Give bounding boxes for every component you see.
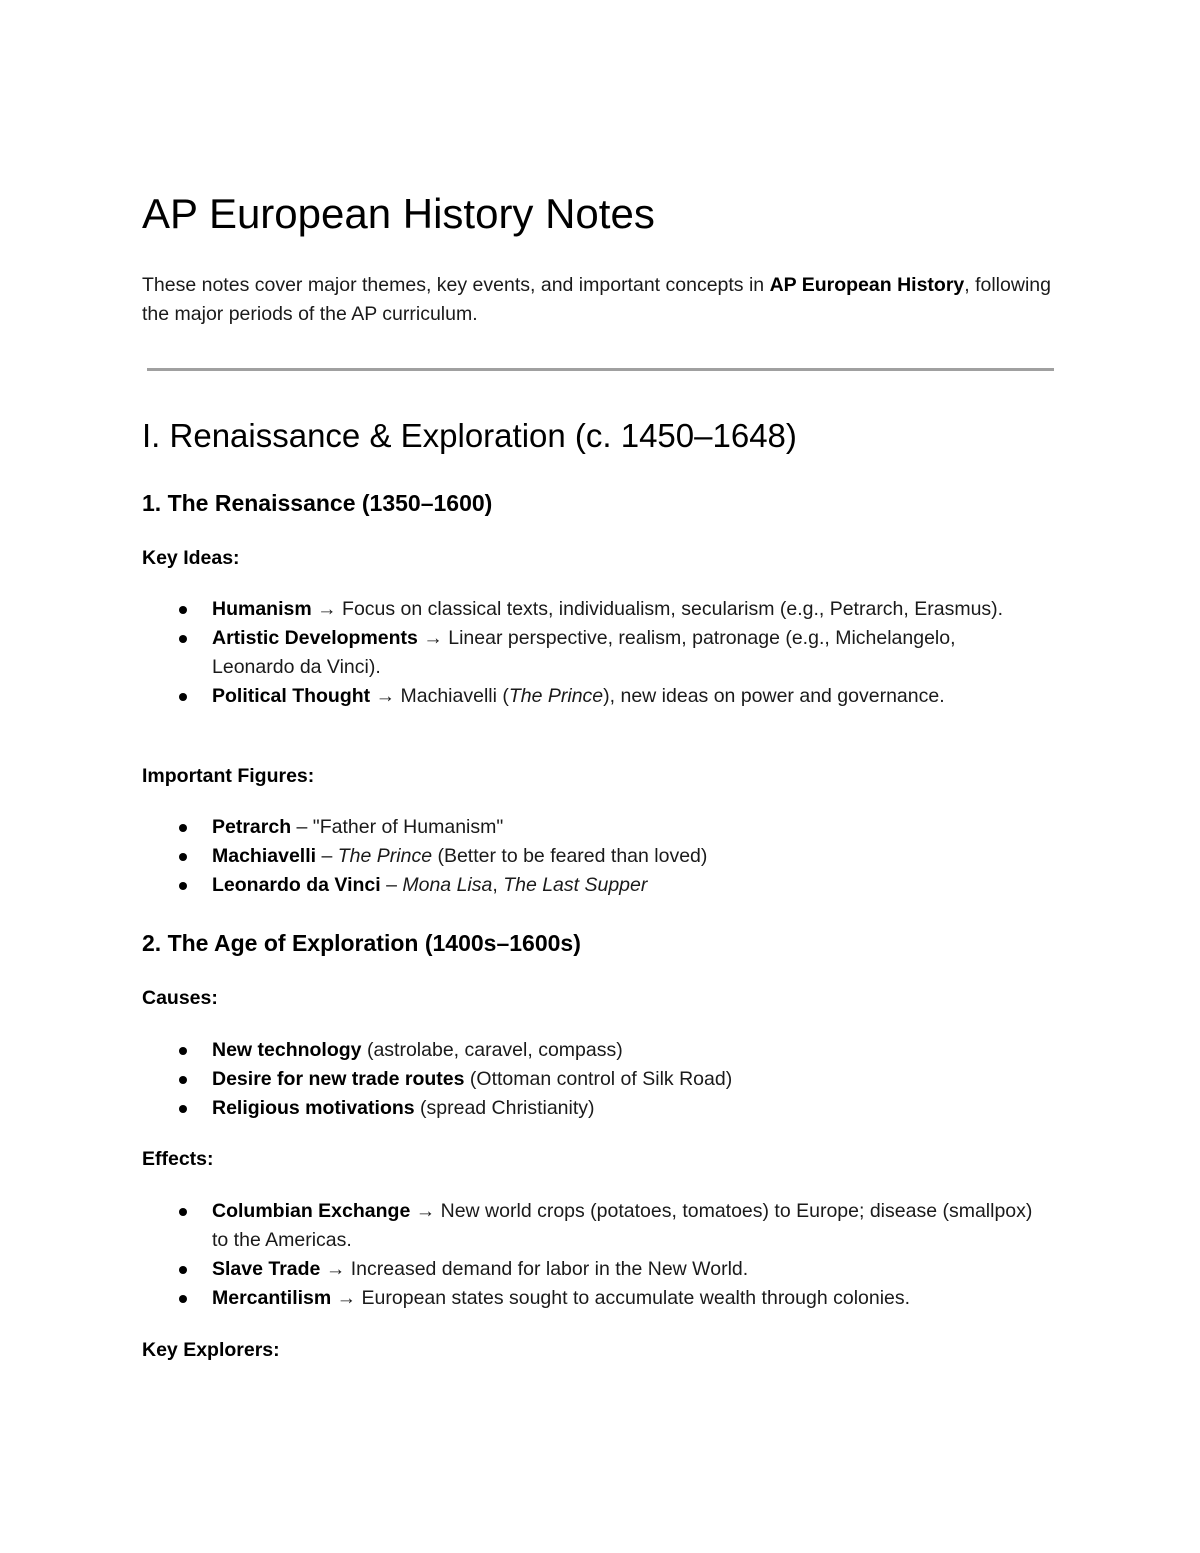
list-item-text: → Linear perspective, realism, patronage (e.g., Michelangelo, Leonardo da Vinci). (212, 627, 956, 678)
important-figures-list (142, 813, 1042, 900)
list-item (142, 1284, 1042, 1313)
list-item-text: → Focus on classical texts, individualism, secularism (e.g., Petrarch, Erasmus). (311, 598, 1004, 620)
effects-label: Effects: (142, 1148, 214, 1170)
list-item-dash: – (380, 874, 403, 896)
intro-text-before: These notes cover major themes, key events, and important concepts in (142, 274, 770, 296)
list-item-text: → New world crops (potatoes, tomatoes) to Europe; disease (smallpox) to the Americas. (212, 1200, 1033, 1251)
list-item (142, 813, 1042, 842)
list-item-dash: – (316, 845, 338, 867)
list-item (142, 624, 1042, 682)
list-item-term: New technology (212, 1039, 362, 1061)
intro-text-bold: AP European History (769, 274, 965, 296)
key-ideas-list (142, 595, 1042, 711)
list-item-text: → Increased demand for labor in the New World. (320, 1258, 749, 1280)
bullet-icon (179, 1266, 187, 1274)
list-item (142, 682, 1042, 711)
list-item-italic: The Prince (508, 685, 604, 707)
bullet-icon (179, 1208, 187, 1216)
intro-paragraph (142, 271, 1062, 329)
effects-list (142, 1197, 1042, 1313)
horizontal-divider (147, 368, 1054, 371)
list-item-text: ), new ideas on power and governance. (603, 685, 945, 707)
subsection-title-exploration: 2. The Age of Exploration (1400s–1600s) (142, 930, 581, 956)
list-item-separator: , (492, 874, 504, 896)
important-figures-label: Important Figures: (142, 765, 315, 787)
list-item-term: Artistic Developments (212, 627, 418, 649)
list-item-text: → European states sought to accumulate wealth through colonies. (331, 1287, 911, 1309)
list-item-term: Machiavelli (212, 845, 317, 867)
list-item (142, 1036, 1042, 1065)
key-ideas-label: Key Ideas: (142, 547, 240, 569)
list-item-term: Humanism (212, 598, 312, 620)
bullet-icon (179, 693, 187, 701)
list-item-text: (astrolabe, caravel, compass) (361, 1039, 623, 1061)
list-item-term: Desire for new trade routes (212, 1068, 465, 1090)
list-item-text: – "Father of Humanism" (291, 816, 504, 838)
list-item-term: Slave Trade (212, 1258, 321, 1280)
list-item (142, 1255, 1042, 1284)
list-item-term: Mercantilism (212, 1287, 332, 1309)
list-item-text: (Ottoman control of Silk Road) (464, 1068, 733, 1090)
list-item-text: (spread Christianity) (414, 1097, 595, 1119)
list-item (142, 842, 1042, 871)
list-item-term: Columbian Exchange (212, 1200, 411, 1222)
list-item (142, 1197, 1042, 1255)
list-item-italic: The Last Supper (503, 874, 648, 896)
list-item (142, 595, 1042, 624)
list-item-term: Petrarch (212, 816, 292, 838)
bullet-icon (179, 606, 187, 614)
bullet-icon (179, 882, 187, 890)
list-item-italic: Mona Lisa (402, 874, 493, 896)
bullet-icon (179, 1295, 187, 1303)
list-item (142, 871, 1042, 900)
list-item (142, 1065, 1042, 1094)
intro-text-after: , following the major periods of the AP curriculum. (142, 274, 1051, 325)
causes-list (142, 1036, 1042, 1123)
list-item-term: Religious motivations (212, 1097, 415, 1119)
bullet-icon (179, 1076, 187, 1084)
section-title-renaissance-exploration: I. Renaissance & Exploration (c. 1450–1648) (142, 417, 797, 454)
bullet-icon (179, 1047, 187, 1055)
list-item-italic: The Prince (337, 845, 433, 867)
causes-label: Causes: (142, 987, 218, 1009)
list-item (142, 1094, 1042, 1123)
list-item-term: Leonardo da Vinci (212, 874, 381, 896)
key-explorers-label: Key Explorers: (142, 1339, 280, 1361)
bullet-icon (179, 1105, 187, 1113)
bullet-icon (179, 635, 187, 643)
document-title: AP European History Notes (142, 190, 655, 237)
bullet-icon (179, 824, 187, 832)
list-item-term: Political Thought (212, 685, 371, 707)
subsection-title-renaissance: 1. The Renaissance (1350–1600) (142, 490, 493, 516)
bullet-icon (179, 853, 187, 861)
list-item-text: → Machiavelli ( (370, 685, 509, 707)
list-item-text: (Better to be feared than loved) (432, 845, 708, 867)
